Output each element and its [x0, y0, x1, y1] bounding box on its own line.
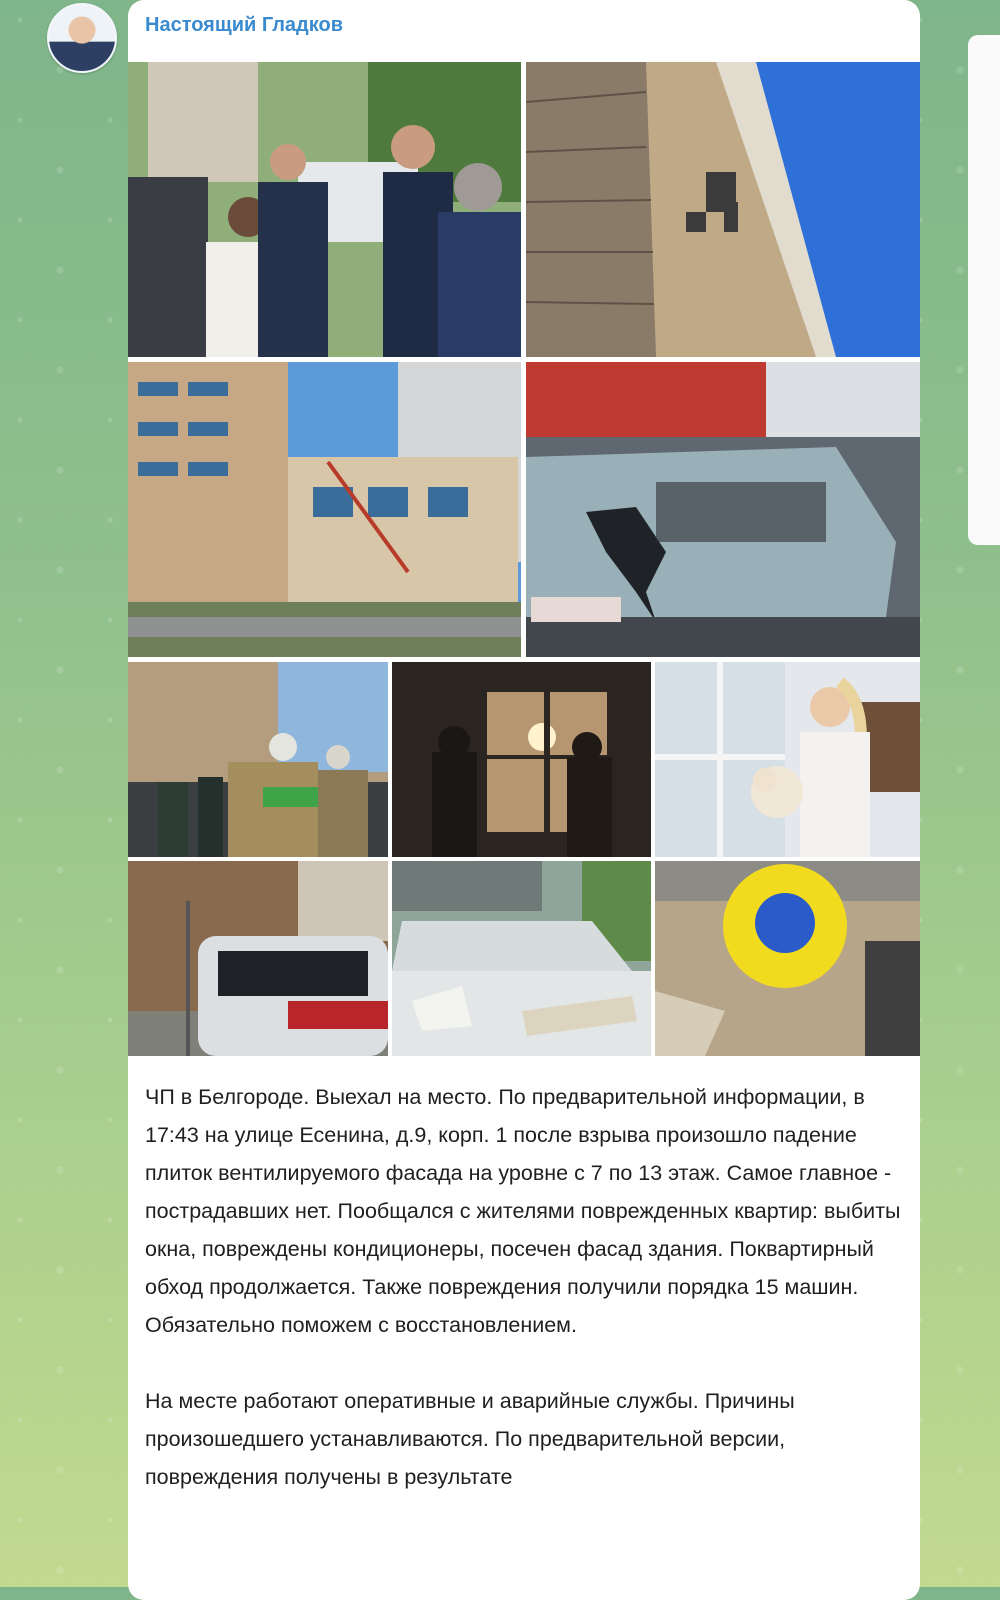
photo-damaged-car[interactable]	[128, 861, 388, 1056]
author-name[interactable]: Настоящий Гладков	[145, 14, 343, 36]
side-panel-edge	[968, 35, 1000, 545]
author-avatar[interactable]	[47, 3, 117, 73]
message-bubble	[128, 0, 920, 1600]
message-text	[145, 1078, 915, 1534]
photo-album	[128, 62, 920, 1056]
photo-shattered-car-rear-window[interactable]	[526, 362, 920, 657]
photo-fallen-facade-tiles[interactable]	[392, 861, 651, 1056]
photo-emergency-workers[interactable]	[128, 662, 388, 857]
message-paragraph-2: На месте работают оперативные и аварийные службы. Причины произошедшего устанавливаются. По предварительной версии, повреждения получены в результате	[145, 1389, 795, 1489]
photo-damaged-high-rise-facade[interactable]	[526, 62, 920, 357]
message-paragraph-1: ЧП в Белгороде. Выехал на место. По предварительной информации, в 17:43 на улице Есенина, д.9, корп. 1 после взрыва произошло падение плиток вентилируемого фасада на уровне с 7 по 13 этаж. Самое главное - пострадавших нет. Пообщался с жителями поврежденных квартир: выбиты окна, повреждены кондиционеры, посечен фасад здания. Поквартирный обход продолжается. Также повреждения получили порядка 15 машин. Обязательно поможем с восстановлением.	[145, 1085, 901, 1337]
photo-officials-meeting-resident[interactable]	[128, 62, 521, 357]
photo-street-with-fire-ladder[interactable]	[128, 362, 521, 657]
photo-girl-with-dog[interactable]	[655, 662, 920, 857]
photo-people-at-window[interactable]	[392, 662, 651, 857]
photo-painted-target-on-ground[interactable]	[655, 861, 920, 1056]
